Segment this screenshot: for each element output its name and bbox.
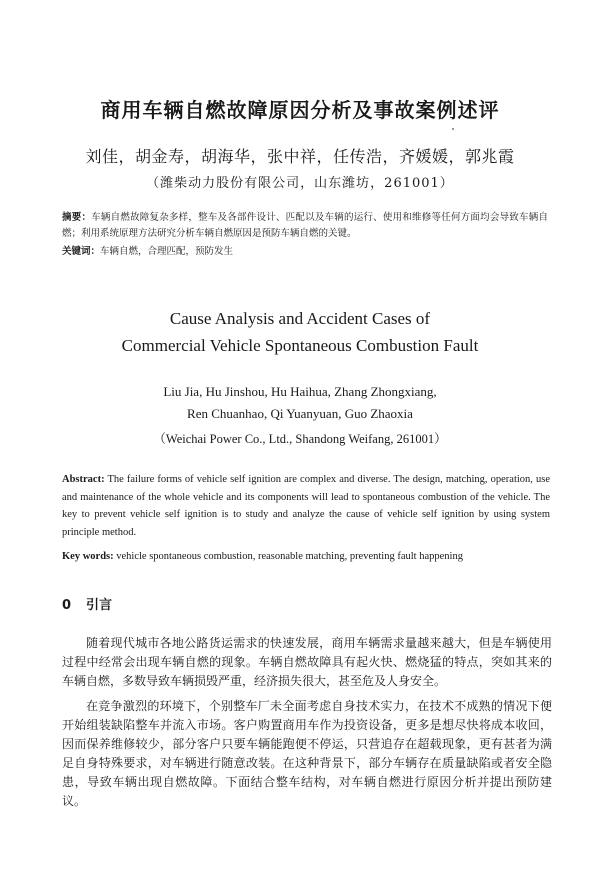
keywords-cn xyxy=(62,244,548,260)
abstract-cn xyxy=(62,210,548,242)
paper-title-cn: 商用车辆自燃故障原因分析及事故案例述评 xyxy=(100,98,500,122)
keywords-en-text: vehicle spontaneous combustion, reasonable matching, preventing fault happening xyxy=(113,551,463,562)
abstract-en-label: Abstract: xyxy=(62,474,105,485)
abstract-cn-text: 车辆自燃故障复杂多样，整车及各部件设计、匹配以及车辆的运行、使用和维修等任何方面均会导致车辆自燃；利用系统原理方法研究分析车辆自燃原因是预防车辆自燃的关键。 xyxy=(62,212,548,239)
keywords-cn-text: 车辆自燃，合理匹配，预防发生 xyxy=(100,246,234,257)
body-paragraph: 在竞争激烈的环境下，个别整车厂未全面考虑自身技术实力，在技术不成熟的情况下便开始组装缺陷整车并流入市场。客户购置商用车作为投资设备，更多是想尽快将成本收回，因而保养维修较少，部分客户只要车辆能跑便不停运，只营追存在超载现象，更有甚者为满足自身特殊要求，对车辆进行随意改装。在这种背景下，部分车辆存在质量缺陷或者安全隐患，导致车辆出现自燃故障。下面结合整车结构，对车辆自燃进行原因分析并提出预防建议。 xyxy=(62,699,552,808)
authors-cn: 刘佳，胡金寿，胡海华，张中祥，任传浩，齐媛媛，郭兆霞 xyxy=(85,147,515,166)
authors-en-line2: Ren Chuanhao, Qi Yuanyuan, Guo Zhaoxia xyxy=(187,406,413,421)
section-heading-intro xyxy=(62,594,112,613)
scan-speck xyxy=(452,128,454,130)
paper-title-en-line2: Commercial Vehicle Spontaneous Combustion Fault xyxy=(121,336,479,355)
section-number: 0 xyxy=(62,598,72,613)
abstract-en-text: The failure forms of vehicle self ignition are complex and diverse. The design, matching, operation, use and maintenance of the whole vehicle and its components will lead to spontaneous combustion of the vehicle. The key to prevent vehicle self ignition is to study and analyze the cause of vehicle self ignition by using system principle method. xyxy=(62,474,550,538)
keywords-cn-label: 关键词： xyxy=(62,246,101,257)
affiliation-en: （Weichai Power Co., Ltd., Shandong Weifang, 261001） xyxy=(153,432,447,446)
body-paragraph: 随着现代城市各地公路货运需求的快速发展，商用车辆需求量越来越大，但是车辆使用过程中经常会出现车辆自燃的现象。车辆自燃故障具有起火快、燃烧猛的特点，突如其来的车辆自燃，多数导致车辆损毁严重，经济损失很大，甚至危及人身安全。 xyxy=(62,636,552,688)
keywords-en xyxy=(62,548,550,565)
section-title: 引言 xyxy=(86,598,113,613)
authors-en-line1: Liu Jia, Hu Jinshou, Hu Haihua, Zhang Zhongxiang, xyxy=(163,384,437,399)
affiliation-cn: （潍柴动力股份有限公司，山东潍坊，261001） xyxy=(146,176,454,191)
abstract-en xyxy=(62,471,550,541)
paper-title-en-line1: Cause Analysis and Accident Cases of xyxy=(169,309,431,328)
abstract-cn-label: 摘要： xyxy=(62,212,92,223)
keywords-en-label: Key words: xyxy=(62,551,114,562)
